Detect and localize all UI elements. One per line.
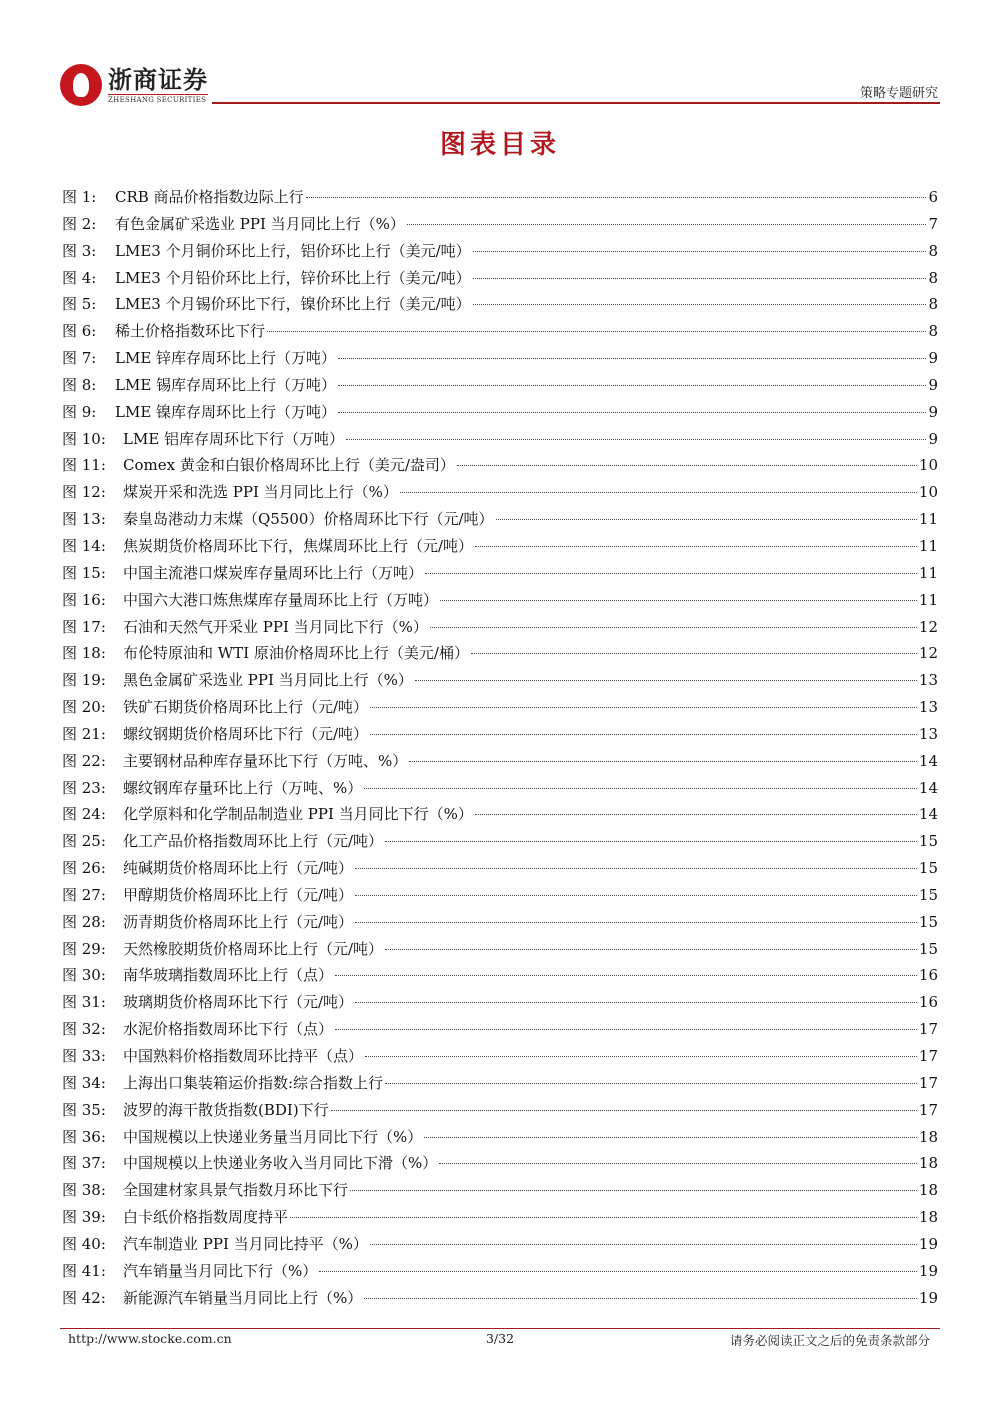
leader-dots [267, 331, 926, 332]
toc-entry[interactable] [62, 1206, 938, 1233]
figure-page: 8 [928, 322, 938, 341]
figure-title: 黑色金属矿采选业 PPI 当月同比上行（%） [123, 671, 413, 690]
logo-mark-icon [60, 64, 102, 106]
figure-title: 主要钢材品种库存量环比下行（万吨、%） [123, 751, 408, 770]
figure-label: 图 21: [62, 724, 106, 743]
leader-dots [370, 1244, 917, 1245]
figure-label: 图 34: [62, 1073, 106, 1092]
report-section: 策略专题研究 [859, 86, 938, 101]
figure-title: 甲醇期货价格周环比上行（元/吨） [123, 885, 354, 904]
toc-entry[interactable] [62, 938, 938, 965]
toc-entry[interactable] [62, 267, 938, 294]
leader-dots [430, 627, 917, 628]
figure-label: 图 15: [62, 563, 106, 582]
figure-title: CRB 商品价格指数边际上行 [115, 188, 304, 206]
leader-dots [457, 465, 917, 466]
leader-dots [370, 707, 917, 708]
leader-dots [425, 573, 917, 574]
figure-page: 18 [918, 1127, 938, 1146]
figure-label: 图 32: [62, 1020, 106, 1039]
leader-dots [290, 1217, 917, 1218]
leader-dots [346, 439, 926, 440]
toc-entry[interactable] [62, 857, 938, 884]
leader-dots [471, 653, 917, 654]
company-logo [60, 64, 208, 106]
figure-page: 14 [918, 751, 938, 770]
page-title: 图表目录 [439, 130, 560, 160]
figure-page: 17 [918, 1073, 938, 1092]
toc-entry[interactable] [62, 723, 938, 750]
figure-title: 秦皇岛港动力末煤（Q5500）价格周环比下行（元/吨） [123, 510, 494, 529]
figure-page: 8 [928, 295, 938, 314]
figure-label: 图 20: [62, 698, 106, 717]
figure-title: 布伦特原油和 WTI 原油价格周环比上行（美元/桶） [123, 644, 469, 663]
figure-label: 图 16: [62, 590, 106, 609]
figure-page: 11 [918, 510, 938, 529]
figure-page: 12 [918, 617, 938, 636]
figure-page: 17 [918, 1047, 938, 1065]
leader-dots [440, 600, 917, 601]
toc-entry[interactable] [62, 884, 938, 911]
leader-dots [400, 492, 917, 493]
figure-title: 螺纹钢期货价格周环比下行（元/吨） [123, 724, 369, 743]
figure-title: LME 锡库存周环比上行（万吨） [115, 375, 337, 394]
figure-page: 19 [918, 1261, 938, 1280]
figure-list [62, 186, 938, 1313]
toc-entry[interactable] [62, 1126, 938, 1153]
toc-entry[interactable] [62, 589, 938, 616]
figure-title: 全国建材家具景气指数月环比下行 [123, 1181, 349, 1200]
toc-entry[interactable] [62, 1045, 938, 1072]
leader-dots [385, 1083, 917, 1084]
figure-page: 15 [918, 912, 938, 931]
figure-title: 沥青期货价格周环比上行（元/吨） [123, 912, 354, 931]
figure-label: 图 33: [62, 1047, 106, 1065]
leader-dots [370, 734, 917, 735]
figure-title: 中国六大港口炼焦煤库存量周环比上行（万吨） [123, 590, 439, 609]
toc-entry[interactable] [62, 535, 938, 562]
figure-title: 天然橡胶期货价格周环比上行（元/吨） [123, 939, 384, 958]
figure-page: 8 [928, 241, 938, 260]
figure-page: 18 [918, 1181, 938, 1200]
leader-dots [350, 1190, 917, 1191]
figure-page: 11 [918, 563, 938, 582]
figure-title: 中国规模以上快递业务量当月同比下行（%） [123, 1127, 423, 1146]
toc-entry[interactable] [62, 1287, 938, 1314]
figure-page: 16 [918, 993, 938, 1012]
toc-entry[interactable] [62, 1152, 938, 1179]
figure-label: 图 11: [62, 456, 106, 475]
leader-dots [439, 1163, 917, 1164]
toc-entry[interactable] [62, 293, 938, 320]
toc-entry[interactable] [62, 1072, 938, 1099]
figure-page: 6 [928, 188, 938, 206]
leader-dots [473, 304, 927, 305]
toc-entry[interactable] [62, 428, 938, 455]
figure-title: 波罗的海干散货指数(BDI)下行 [123, 1100, 329, 1119]
figure-title: 中国规模以上快递业务收入当月同比下滑（%） [123, 1154, 438, 1173]
figure-title: 石油和天然气开采业 PPI 当月同比下行（%） [123, 617, 428, 636]
figure-label: 图 13: [62, 510, 106, 529]
leader-dots [364, 1298, 917, 1299]
figure-page: 13 [918, 698, 938, 717]
figure-title: 白卡纸价格指数周度持平 [123, 1208, 289, 1227]
toc-entry[interactable] [62, 1099, 938, 1126]
leader-dots [355, 868, 917, 869]
header-divider [212, 102, 940, 104]
figure-title: 汽车制造业 PPI 当月同比持平（%） [123, 1234, 368, 1253]
leader-dots [364, 788, 917, 789]
figure-page: 19 [918, 1288, 938, 1307]
toc-entry[interactable] [62, 642, 938, 669]
toc-entry[interactable] [62, 401, 938, 428]
leader-dots [319, 1271, 917, 1272]
figure-page: 15 [918, 885, 938, 904]
figure-title: LME3 个月铜价环比上行，铝价环比上行（美元/吨） [115, 241, 471, 260]
figure-page: 15 [918, 832, 938, 851]
leader-dots [335, 1029, 917, 1030]
leader-dots [496, 519, 917, 520]
figure-page: 14 [918, 805, 938, 824]
figure-label: 图 12: [62, 483, 106, 502]
figure-label: 图 39: [62, 1208, 106, 1227]
toc-entry[interactable] [62, 347, 938, 374]
toc-entry[interactable] [62, 213, 938, 240]
leader-dots [407, 224, 927, 225]
figure-label: 图 7: [62, 349, 97, 368]
figure-title: 螺纹钢库存量环比上行（万吨、%） [123, 778, 363, 797]
leader-dots [409, 761, 917, 762]
figure-page: 12 [918, 644, 938, 663]
figure-title: LME 镍库存周环比上行（万吨） [115, 402, 337, 421]
figure-page: 8 [928, 268, 938, 287]
figure-title: 铁矿石期货价格周环比上行（元/吨） [123, 698, 369, 717]
figure-title: 上海出口集装箱运价指数:综合指数上行 [123, 1073, 384, 1092]
footer-url[interactable]: http://www.stocke.com.cn [68, 1331, 232, 1346]
figure-label: 图 27: [62, 885, 106, 904]
leader-dots [475, 814, 917, 815]
toc-entry[interactable] [62, 750, 938, 777]
toc-entry[interactable] [62, 911, 938, 938]
figure-page: 13 [918, 671, 938, 690]
toc-entry[interactable] [62, 240, 938, 267]
figure-label: 图 31: [62, 993, 106, 1012]
figure-label: 图 26: [62, 859, 106, 878]
figure-label: 图 2: [62, 214, 97, 233]
figure-page: 16 [918, 966, 938, 985]
figure-page: 18 [918, 1154, 938, 1173]
figure-page: 19 [918, 1234, 938, 1253]
logo-name-en: ZHESHANG SECURITIES [108, 96, 207, 104]
figure-label: 图 23: [62, 778, 106, 797]
figure-page: 11 [918, 590, 938, 609]
figure-label: 图 6: [62, 322, 97, 341]
figure-page: 15 [918, 939, 938, 958]
figure-label: 图 14: [62, 536, 106, 555]
footer-disclaimer: 请务必阅读正文之后的免责条款部分 [729, 1333, 930, 1348]
figure-title: 水泥价格指数周环比下行（点） [123, 1020, 334, 1039]
figure-page: 18 [918, 1208, 938, 1227]
leader-dots [385, 949, 917, 950]
figure-label: 图 41: [62, 1261, 106, 1280]
figure-title: 新能源汽车销量当月同比上行（%） [123, 1288, 363, 1307]
toc-entry[interactable] [62, 481, 938, 508]
toc-entry[interactable] [62, 1260, 938, 1287]
figure-title: 南华玻璃指数周环比上行（点） [123, 966, 334, 985]
leader-dots [424, 1137, 917, 1138]
figure-page: 9 [928, 402, 938, 421]
leader-dots [415, 680, 917, 681]
figure-page: 9 [928, 429, 938, 448]
figure-label: 图 3: [62, 241, 97, 260]
figure-page: 15 [918, 859, 938, 878]
figure-title: 稀土价格指数环比下行 [115, 322, 266, 341]
figure-title: 煤炭开采和洗选 PPI 当月同比上行（%） [123, 483, 398, 502]
figure-title: 化学原料和化学制品制造业 PPI 当月同比下行（%） [123, 805, 473, 824]
figure-label: 图 40: [62, 1234, 106, 1253]
leader-dots [473, 278, 927, 279]
page-number: 3/32 [485, 1331, 515, 1346]
figure-label: 图 28: [62, 912, 106, 931]
figure-title: 中国熟料价格指数周环比持平（点） [123, 1047, 364, 1065]
figure-page: 10 [918, 483, 938, 502]
leader-dots [338, 358, 926, 359]
leader-dots [355, 1002, 917, 1003]
figure-label: 图 19: [62, 671, 106, 690]
figure-label: 图 4: [62, 268, 97, 287]
logo-name-cn: 浙商证券 [108, 66, 208, 94]
toc-entry[interactable] [62, 1233, 938, 1260]
toc-entry[interactable] [62, 669, 938, 696]
figure-title: 玻璃期货价格周环比下行（元/吨） [123, 993, 354, 1012]
figure-page: 13 [918, 724, 938, 743]
figure-page: 10 [918, 456, 938, 475]
leader-dots [331, 1110, 917, 1111]
figure-title: LME3 个月锡价环比下行，镍价环比上行（美元/吨） [115, 295, 471, 314]
figure-label: 图 35: [62, 1100, 106, 1119]
figure-label: 图 22: [62, 751, 106, 770]
figure-page: 7 [928, 214, 938, 233]
leader-dots [306, 197, 927, 198]
figure-label: 图 29: [62, 939, 106, 958]
toc-entry[interactable] [62, 616, 938, 643]
figure-page: 9 [928, 375, 938, 394]
figure-label: 图 36: [62, 1127, 106, 1146]
figure-label: 图 24: [62, 805, 106, 824]
leader-dots [355, 895, 917, 896]
figure-page: 14 [918, 778, 938, 797]
figure-label: 图 42: [62, 1288, 106, 1307]
toc-entry[interactable] [62, 1179, 938, 1206]
figure-title: LME 锌库存周环比上行（万吨） [115, 349, 337, 368]
leader-dots [335, 975, 917, 976]
figure-page: 11 [918, 536, 938, 555]
figure-title: LME 铝库存周环比下行（万吨） [123, 429, 345, 448]
leader-dots [385, 841, 917, 842]
figure-label: 图 9: [62, 402, 97, 421]
figure-label: 图 1: [62, 188, 97, 206]
figure-title: 汽车销量当月同比下行（%） [123, 1261, 318, 1280]
toc-entry[interactable] [62, 186, 938, 213]
figure-page: 17 [918, 1020, 938, 1039]
toc-entry[interactable] [62, 562, 938, 589]
toc-entry[interactable] [62, 696, 938, 723]
toc-entry[interactable] [62, 320, 938, 347]
figure-title: 纯碱期货价格周环比上行（元/吨） [123, 859, 354, 878]
figure-label: 图 18: [62, 644, 106, 663]
figure-label: 图 30: [62, 966, 106, 985]
figure-title: 化工产品价格指数周环比上行（元/吨） [123, 832, 384, 851]
leader-dots [355, 922, 917, 923]
figure-page: 9 [928, 349, 938, 368]
figure-label: 图 25: [62, 832, 106, 851]
figure-label: 图 38: [62, 1181, 106, 1200]
toc-entry[interactable] [62, 508, 938, 535]
figure-label: 图 5: [62, 295, 97, 314]
toc-entry[interactable] [62, 454, 938, 481]
figure-label: 图 37: [62, 1154, 106, 1173]
toc-entry[interactable] [62, 1018, 938, 1045]
figure-title: LME3 个月铅价环比上行，锌价环比上行（美元/吨） [115, 268, 471, 287]
figure-title: 焦炭期货价格周环比下行，焦煤周环比上行（元/吨） [123, 536, 474, 555]
toc-entry[interactable] [62, 830, 938, 857]
toc-entry[interactable] [62, 964, 938, 991]
figure-title: Comex 黄金和白银价格周环比上行（美元/盎司） [123, 456, 455, 475]
footer-divider [60, 1328, 940, 1329]
figure-label: 图 17: [62, 617, 106, 636]
leader-dots [473, 251, 927, 252]
leader-dots [338, 385, 926, 386]
leader-dots [365, 1056, 917, 1057]
toc-entry[interactable] [62, 777, 938, 804]
figure-title: 有色金属矿采选业 PPI 当月同比上行（%） [115, 214, 405, 233]
figure-page: 17 [918, 1100, 938, 1119]
toc-entry[interactable] [62, 803, 938, 830]
leader-dots [338, 412, 926, 413]
toc-entry[interactable] [62, 991, 938, 1018]
toc-entry[interactable] [62, 374, 938, 401]
figure-title: 中国主流港口煤炭库存量周环比上行（万吨） [123, 563, 424, 582]
figure-label: 图 8: [62, 375, 97, 394]
leader-dots [475, 546, 917, 547]
figure-label: 图 10: [62, 429, 106, 448]
